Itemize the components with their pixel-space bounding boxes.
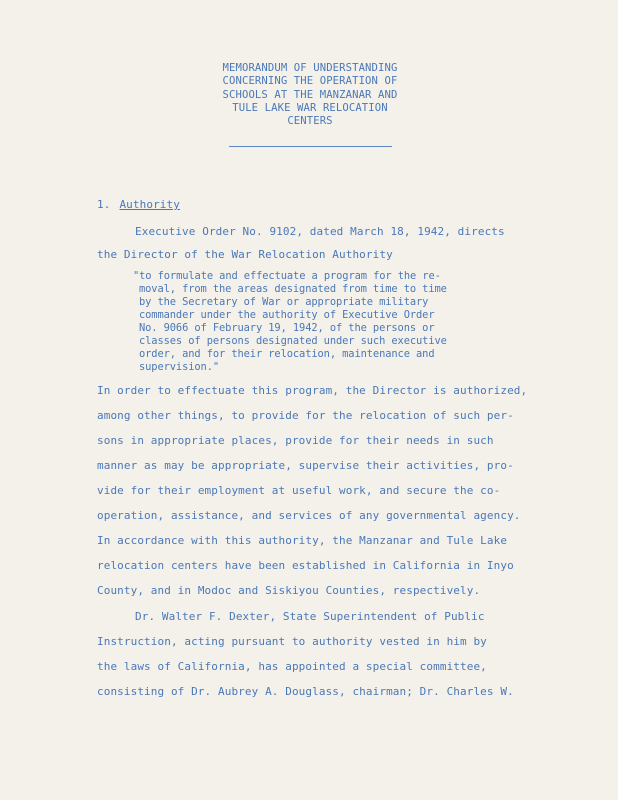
paragraph-line: relocation centers have been established in California in Inyo: [97, 559, 514, 572]
paragraph-line: vide for their employment at useful work, and secure the co-: [97, 484, 501, 497]
paragraph-line: sons in appropriate places, provide for their needs in such: [97, 434, 494, 447]
paragraph-line: In accordance with this authority, the Manzanar and Tule Lake: [97, 534, 508, 547]
quote-line: No. 9066 of February 19, 1942, of the persons or: [139, 322, 435, 334]
paragraph-line: among other things, to provide for the relocation of such per-: [97, 409, 514, 422]
memorandum-title: [190, 62, 430, 128]
section-heading: [97, 198, 180, 211]
title-line: MEMORANDUM OF UNDERSTANDING: [222, 62, 398, 74]
title-line: TULE LAKE WAR RELOCATION: [232, 101, 388, 114]
paragraph-line: County, and in Modoc and Siskiyou Counties, respectively.: [97, 584, 481, 597]
paragraph-line: manner as may be appropriate, supervise their activities, pro-: [97, 459, 514, 472]
section-title: Authority: [119, 198, 180, 211]
quote-line: classes of persons designated under such executive: [139, 335, 447, 347]
title-line: CONCERNING THE OPERATION OF: [222, 75, 398, 88]
quote-line: moval, from the areas designated from time to time: [139, 283, 447, 295]
section-number: 1.: [97, 198, 111, 211]
paragraph-line: In order to effectuate this program, the Director is authorized,: [97, 384, 528, 397]
intro-line: Executive Order No. 9102, dated March 18, 1942, directs: [135, 225, 505, 238]
quote-line: commander under the authority of Executive Order: [139, 309, 435, 321]
paragraph-line: the laws of California, has appointed a special committee,: [97, 660, 487, 673]
paragraph-line: Instruction, acting pursuant to authority vested in him by: [97, 635, 487, 648]
title-divider: [229, 146, 392, 147]
paragraph-line: operation, assistance, and services of any governmental agency.: [97, 509, 521, 522]
quote-line: by the Secretary of War or appropriate military: [139, 296, 429, 308]
title-line: CENTERS: [287, 115, 333, 128]
paragraph-line: Dr. Walter F. Dexter, State Superintendent of Public: [135, 610, 485, 623]
intro-line: the Director of the War Relocation Authority: [97, 248, 393, 261]
quote-line: "to formulate and effectuate a program for the re-: [133, 270, 441, 282]
title-line: SCHOOLS AT THE MANZANAR AND: [222, 88, 398, 101]
quote-line: supervision.": [139, 361, 220, 373]
paragraph-line: consisting of Dr. Aubrey A. Douglass, chairman; Dr. Charles W.: [97, 685, 514, 698]
quote-line: order, and for their relocation, maintenance and: [139, 348, 435, 360]
